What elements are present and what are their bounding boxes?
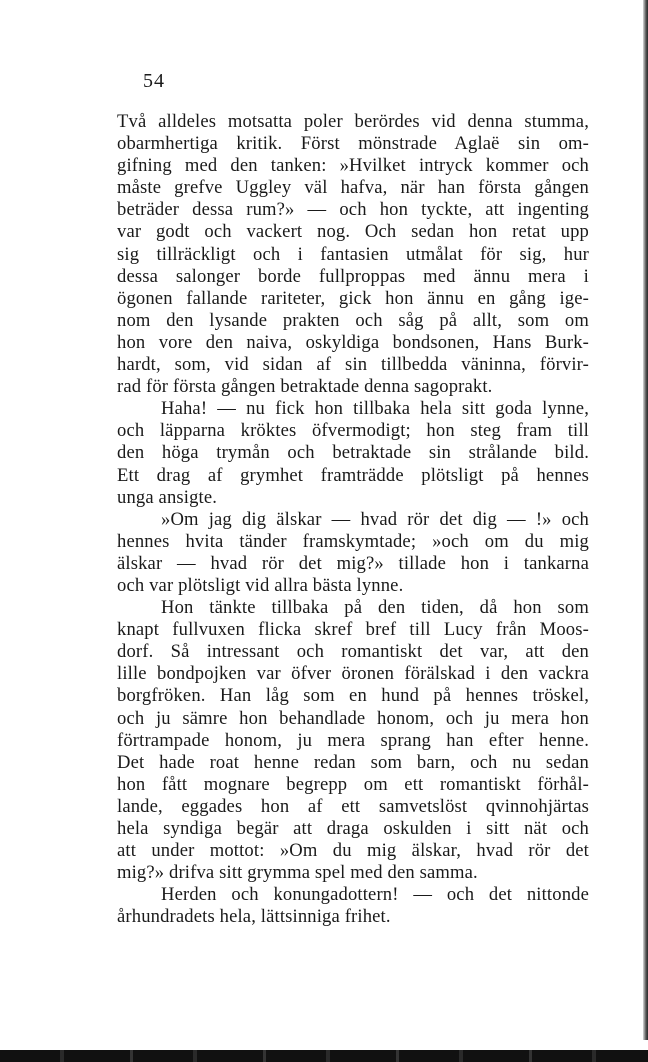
paragraph-3-line-1 bbox=[117, 509, 589, 531]
paragraph-4-line-1-text: Hon tänkte tillbaka på den tiden, då hon som bbox=[161, 597, 589, 619]
paragraph-2-line-3: den höga trymån och betraktade sin strålande bild. bbox=[117, 442, 589, 464]
paragraph-2-line-1 bbox=[117, 398, 589, 420]
page-right-edge-shadow bbox=[643, 0, 648, 1040]
paragraph-1-line-4: måste grefve Uggley väl hafva, när han första gången bbox=[117, 177, 589, 199]
paragraph-3-line-2: hennes hvita tänder framskymtade; »och om du mig bbox=[117, 530, 589, 552]
paragraph-1-line-1: Två alldeles motsatta poler berördes vid denna stumma, bbox=[117, 111, 589, 132]
paragraph-3-line-1-text: »Om jag dig älskar — hvad rör det dig — !» och bbox=[161, 508, 589, 530]
paragraph-2-line-4: Ett drag af grymhet framträdde plötsligt på hennes bbox=[117, 464, 589, 486]
paragraph-5-line-1-text: Herden och konungadottern! — och det nittonde bbox=[161, 884, 589, 906]
paragraph-4-line-2: knapt fullvuxen flicka skref bref till Lucy från Moos- bbox=[117, 619, 589, 641]
paragraph-4-line-8: Det hade roat henne redan som barn, och nu sedan bbox=[117, 751, 589, 773]
paragraph-4-line-3: dorf. Så intressant och romantiskt det var, att den bbox=[117, 641, 589, 663]
paragraph-3-line-3: älskar — hvad rör det mig?» tillade hon i tankarna bbox=[117, 552, 589, 574]
paragraph-4-line-7: förtrampade honom, ju mera sprang han efter henne. bbox=[117, 729, 589, 751]
paragraph-1-line-5: beträder dessa rum?» — och hon tyckte, att ingenting bbox=[117, 199, 589, 221]
paragraph-4-line-10: lande, eggades hon af ett samvetslöst qvinnohjärtas bbox=[117, 795, 589, 817]
paragraph-1-line-9: ögonen fallande rariteter, gick hon ännu en gång ige- bbox=[117, 287, 589, 309]
paragraph-1-line-3: gifning med den tanken: »Hvilket intryck kommer och bbox=[117, 155, 589, 177]
paragraph-1-line-6: var godt och vackert nog. Och sedan hon retat upp bbox=[117, 221, 589, 243]
paragraph-1-line-12: hardt, som, vid sidan af sin tillbedda väninna, förvir- bbox=[117, 354, 589, 376]
paragraph-2-line-5: unga ansigte. bbox=[117, 486, 218, 508]
paragraph-4-line-13: mig?» drifva sitt grymma spel med den samma. bbox=[117, 862, 478, 884]
page-bottom-edge-shadow bbox=[0, 1050, 648, 1062]
paragraph-2-line-1-text: Haha! — nu fick hon tillbaka hela sitt goda lynne, bbox=[161, 398, 589, 420]
paragraph-4-line-12: att under mottot: »Om du mig älskar, hvad rör det bbox=[117, 840, 589, 862]
paragraph-1-line-13: rad för första gången betraktade denna sagoprakt. bbox=[117, 376, 493, 398]
page-number: 54 bbox=[143, 70, 165, 92]
paragraph-4-line-6: och ju sämre hon behandlade honom, och ju mera hon bbox=[117, 707, 589, 729]
paragraph-1-line-8: dessa salonger borde fullproppas med ännu mera i bbox=[117, 265, 589, 287]
body-text bbox=[117, 111, 589, 928]
paragraph-1-line-10: nom den lysande prakten och såg på allt, som om bbox=[117, 309, 589, 331]
paragraph-5-line-2: århundradets hela, lättsinniga frihet. bbox=[117, 906, 391, 928]
paragraph-1-line-7: sig tillräckligt och i fantasien utmålat för sig, hur bbox=[117, 243, 589, 265]
paragraph-4-line-11: hela syndiga begär att draga oskulden i sitt nät och bbox=[117, 818, 589, 839]
paragraph-5-line-1 bbox=[117, 884, 589, 906]
paragraph-2-line-2: och läpparna kröktes öfvermodigt; hon steg fram till bbox=[117, 420, 589, 442]
paragraph-3-line-4: och var plötsligt vid allra bästa lynne. bbox=[117, 574, 404, 596]
paragraph-4-line-4: lille bondpojken var öfver öronen förälskad i den vackra bbox=[117, 663, 589, 685]
paragraph-1-line-11: hon vore den naiva, oskyldiga bondsonen, Hans Burk- bbox=[117, 331, 589, 353]
paragraph-4-line-5: borgfröken. Han låg som en hund på hennes tröskel, bbox=[117, 685, 589, 707]
paragraph-4-line-9: hon fått mognare begrepp om ett romantiskt förhål- bbox=[117, 773, 589, 795]
paragraph-4-line-1 bbox=[117, 597, 589, 619]
paragraph-1-line-2: obarmhertiga kritik. Först mönstrade Aglaë sin om- bbox=[117, 133, 589, 155]
